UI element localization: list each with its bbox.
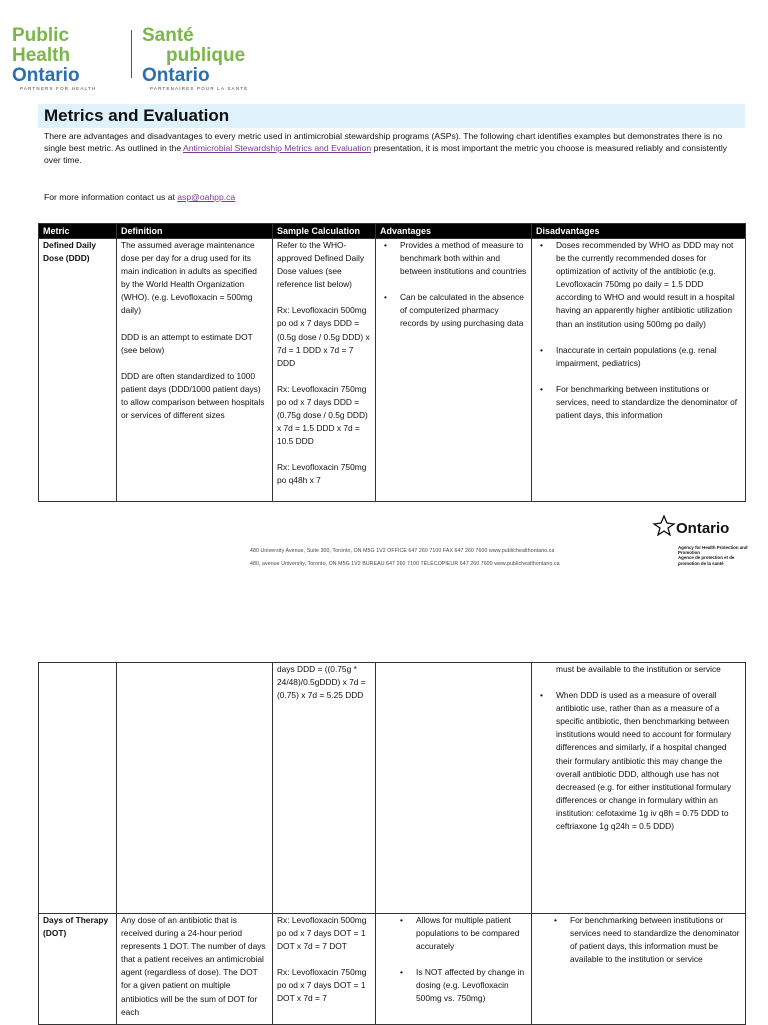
footer-address-en: 480 University Avenue, Suite 300, Toronto, ON M5G 1V2 OFFICE 647 260 7100 FAX 647 260 7600 www.publichealthontario.ca [250,548,555,554]
dot-advantages [376,914,532,1025]
contact-text: For more information contact us at [44,192,178,202]
empty-cell [39,663,117,914]
table-header-row [39,224,746,239]
dot-calc-para: Rx: Levofloxacin 750mg po od x 7 days DOT = 1 DOT x 7d = 7 [277,967,367,1004]
list-item: • For benchmarking between institutions or services, need to standardize the denominator of patient days, this information [556,383,741,422]
ddd-def-para: DDD is an attempt to estimate DOT (see below) [121,331,253,355]
dot-calc-para: Rx: Levofloxacin 500mg po od x 7 days DOT = 1 DOT x 7d = 7 DOT [277,915,367,952]
agency-name [678,545,748,566]
logo-en-line3: Ontario [12,65,80,86]
list-item: • When DDD is used as a measure of overall antibiotic use, rather than as a measure of a specific antibiotic, then benchmarking between institutions would need to account for formulary differences and similarly, if a hospital changed their formulary antibiotic this may change the overall antibiotic DDD, although use has not decreased (e.g. for either institutional formulary differences or change in formulary within an institution: cefotaxime 1g iv q8h = 0.75 DDD to ceftriaxone 1g q24h = 0.5 DDD) [556,689,741,833]
header-sample-calculation: Sample Calculation [273,224,376,239]
footer-address-fr: 480, avenue University, Toronto, ON M5G 1V2 BUREAU 647 260 7100 TÉLÉCOPIEUR 647 260 7600 www.publichealthontario.ca [250,561,560,567]
list-item: • Is NOT affected by change in dosing (e.g. Levofloxacin 500mg vs. 750mg) [416,966,527,1005]
logo-en-line1: Public [12,25,70,46]
empty-cell [376,663,532,914]
list-item: • Can be calculated in the absence of computerized pharmacy records by using purchasing data [400,291,527,330]
list-item: • Allows for multiple patient populations to be compared accurately [416,914,527,953]
metric-ddd: Defined Daily Dose (DDD) [39,239,117,502]
table-row [39,663,746,914]
intro-text-post: presentation, it is most important the metric you choose is measured reliably and consistently over time. [44,143,728,166]
ddd-definition [117,239,273,502]
list-item: • Doses recommended by WHO as DDD may not be the currently recommended doses for optimization of activity of the antibiotic (e.g. Levofloxacin 750mg po daily = 1.5 DDD according to WHO and would result in a hospital having an apparently higher antibiotic utilization than an institution using 500mg po daily) [556,239,741,331]
dot-definition: Any dose of an antibiotic that is received during a 24-hour period represents 1 DOT. The number of days that a patient receives an antimicrobial agent (regardless of dose). The DOT for a given patient on multiple antibiotics will be the sum of DOT for each [117,914,273,1025]
header-definition: Definition [117,224,273,239]
list-item: • Inaccurate in certain populations (e.g. renal impairment, pediatrics) [556,344,741,370]
ddd-calc-para: Rx: Levofloxacin 750mg po od x 7 days DDD = (0.75g dose / 0.5g DDD) x 7d = 1.5 DDD x 7d = 10.5 DDD [277,383,368,447]
ontario-wordmark: Ontario [676,520,730,537]
table-row [39,239,746,502]
agency-name-fr: Agence de protection et de promotion de la santé [678,555,735,566]
ddd-advantages [376,239,532,502]
list-item: • Provides a method of measure to benchmark both within and between institutions and countries [400,239,527,278]
ddd-disadv-cont-text: must be available to the institution or service [556,664,721,674]
agency-name-en: Agency for Health Protection and Promotion [678,545,748,556]
ddd-calc-para: Refer to the WHO-approved Defined Daily Dose values (see reference list below) [277,240,365,290]
ddd-disadvantages-cont [532,663,746,914]
page-title: Metrics and Evaluation [44,106,230,125]
ddd-calculation [273,239,376,502]
pho-logo-fr [142,26,245,86]
dot-calculation [273,914,376,1025]
dot-disadvantages [532,914,746,1025]
ddd-def-para: The assumed average maintenance dose per day for a drug used for its main indication in adults as specified by the World Health Organization (WHO). (e.g. Levofloxacin = 500mg daily) [121,240,257,316]
table-row [39,914,746,1025]
header-disadvantages: Disadvantages [532,224,746,239]
pho-logo-en [12,26,80,86]
metrics-table [38,223,746,502]
header-advantages: Advantages [376,224,532,239]
ddd-calc-para: Rx: Levofloxacin 750mg po q48h x 7 [277,462,367,486]
presentation-link[interactable]: Antimicrobial Stewardship Metrics and Evaluation [183,143,372,154]
ddd-def-para: DDD are often standardized to 1000 patient days (DDD/1000 patient days) to allow comparison between hospitals or services of different sizes [121,370,265,421]
logo-divider [131,30,132,78]
logo-fr-line1: Santé [142,25,194,46]
logo-en-line2: Health [12,45,71,66]
logo-fr-line3: Ontario [142,65,210,86]
metric-dot: Days of Therapy (DOT) [39,914,117,1025]
ddd-calculation-cont: days DDD = ((0.75g * 24/48)/0.5gDDD) x 7d = (0.75) x 7d = 5.25 DDD [273,663,376,914]
contact-line [44,192,235,202]
ontario-trillium-icon [652,514,676,536]
tagline-en: PARTNERS FOR HEALTH [20,86,97,91]
ddd-disadvantages [532,239,746,502]
intro-paragraph [44,130,744,167]
list-item: • For benchmarking between institutions or services need to standardize the denominator of patient days, this information must be available to the institution or service [570,914,741,966]
tagline-fr: PARTENAIRES POUR LA SANTÉ [150,86,249,91]
intro-text-pre: There are advantages and disadvantages to every metric used in antimicrobial stewardship programs (ASPs). The following chart identifies examples but demonstrates there is no single best metric. As outlined in the [44,131,723,154]
ddd-calc-para: Rx: Levofloxacin 500mg po od x 7 days DDD = (0.5g dose / 0.5g DDD) x 7d = 1 DDD x 7d = 7 DDD [277,305,370,368]
empty-cell [117,663,273,914]
email-link[interactable]: asp@oahpp.ca [177,192,236,202]
header-metric: Metric [39,224,117,239]
metrics-table-continued [38,662,746,1025]
logo-fr-line2: publique [166,45,246,66]
